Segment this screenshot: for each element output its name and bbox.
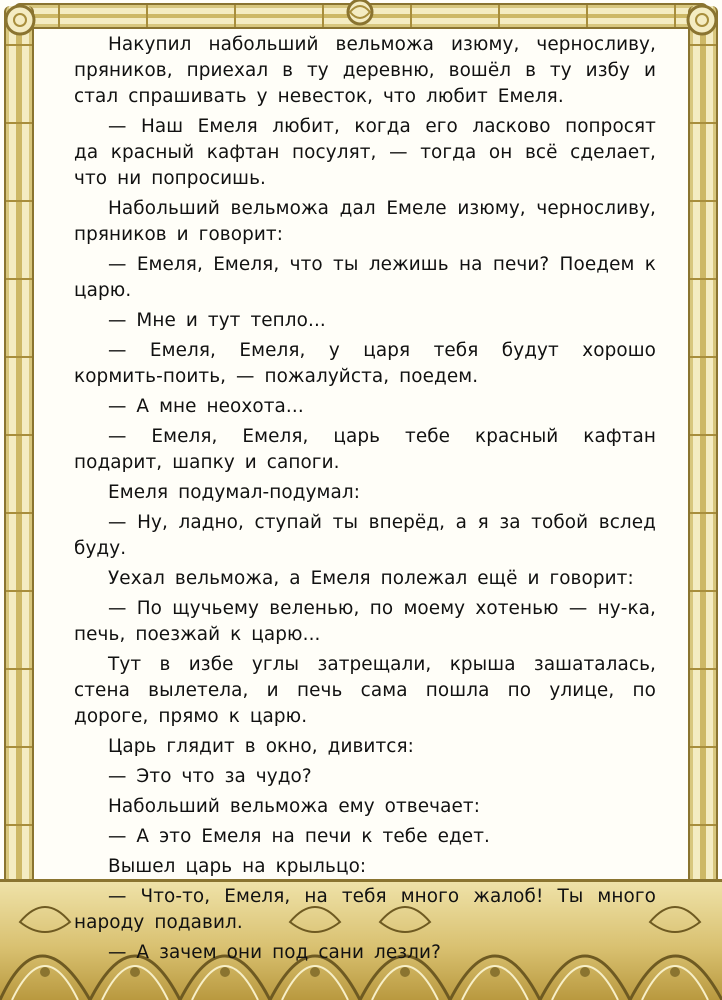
story-paragraph: Набольший вельможа дал Емеле изюму, черносливу, пряников и говорит:	[74, 198, 656, 245]
story-paragraph: Набольший вельможа ему отвечает:	[108, 796, 481, 817]
corner-knot-top-left-icon	[0, 0, 40, 40]
story-paragraph: — Емеля, Емеля, что ты лежишь на печи? Поедем к царю.	[74, 254, 656, 301]
story-paragraph: — Мне и тут тепло...	[108, 310, 326, 331]
story-paragraph: — Ну, ладно, ступай ты вперёд, а я за тобой вслед буду.	[74, 512, 656, 559]
story-paragraph: — А зачем они под сани лезли?	[108, 942, 441, 963]
top-center-knot-icon	[340, 0, 380, 32]
story-paragraph: Царь глядит в окно, дивится:	[108, 736, 414, 757]
story-paragraph: — По щучьему веленью, по моему хотенью — ну-ка, печь, поезжай к царю...	[74, 598, 656, 645]
story-paragraph: — А это Емеля на печи к тебе едет.	[108, 826, 490, 847]
story-paragraph: Уехал вельможа, а Емеля полежал ещё и говорит:	[108, 568, 634, 589]
ornamental-border-right	[688, 6, 718, 886]
story-paragraph: — Наш Емеля любит, когда его ласково попросят да красный кафтан посулят, — тогда он всё сделает, что ни попросишь.	[74, 116, 656, 189]
story-paragraph: — Емеля, Емеля, царь тебе красный кафтан подарит, шапку и сапоги.	[74, 426, 656, 473]
story-paragraph: Вышел царь на крыльцо:	[108, 856, 367, 877]
story-text	[74, 32, 656, 970]
story-paragraph: — Емеля, Емеля, у царя тебя будут хорошо кормить-поить, — пожалуйста, поедем.	[74, 340, 656, 387]
story-paragraph: — А мне неохота...	[108, 396, 304, 417]
story-paragraph: — Это что за чудо?	[108, 766, 312, 787]
story-paragraph: Емеля подумал-подумал:	[108, 482, 361, 503]
story-paragraph: Тут в избе углы затрещали, крыша зашаталась, стена вылетела, и печь сама пошла по улице, по дороге, прямо к царю.	[74, 654, 656, 727]
corner-knot-top-right-icon	[682, 0, 722, 40]
ornamental-border-left	[4, 6, 34, 886]
story-paragraph: Накупил набольший вельможа изюму, черносливу, пряников, приехал в ту деревню, вошёл в ту избу и стал спрашивать у невесток, что любит Емеля.	[74, 34, 656, 107]
story-paragraph: — Что-то, Емеля, на тебя много жалоб! Ты много народу подавил.	[74, 886, 656, 933]
